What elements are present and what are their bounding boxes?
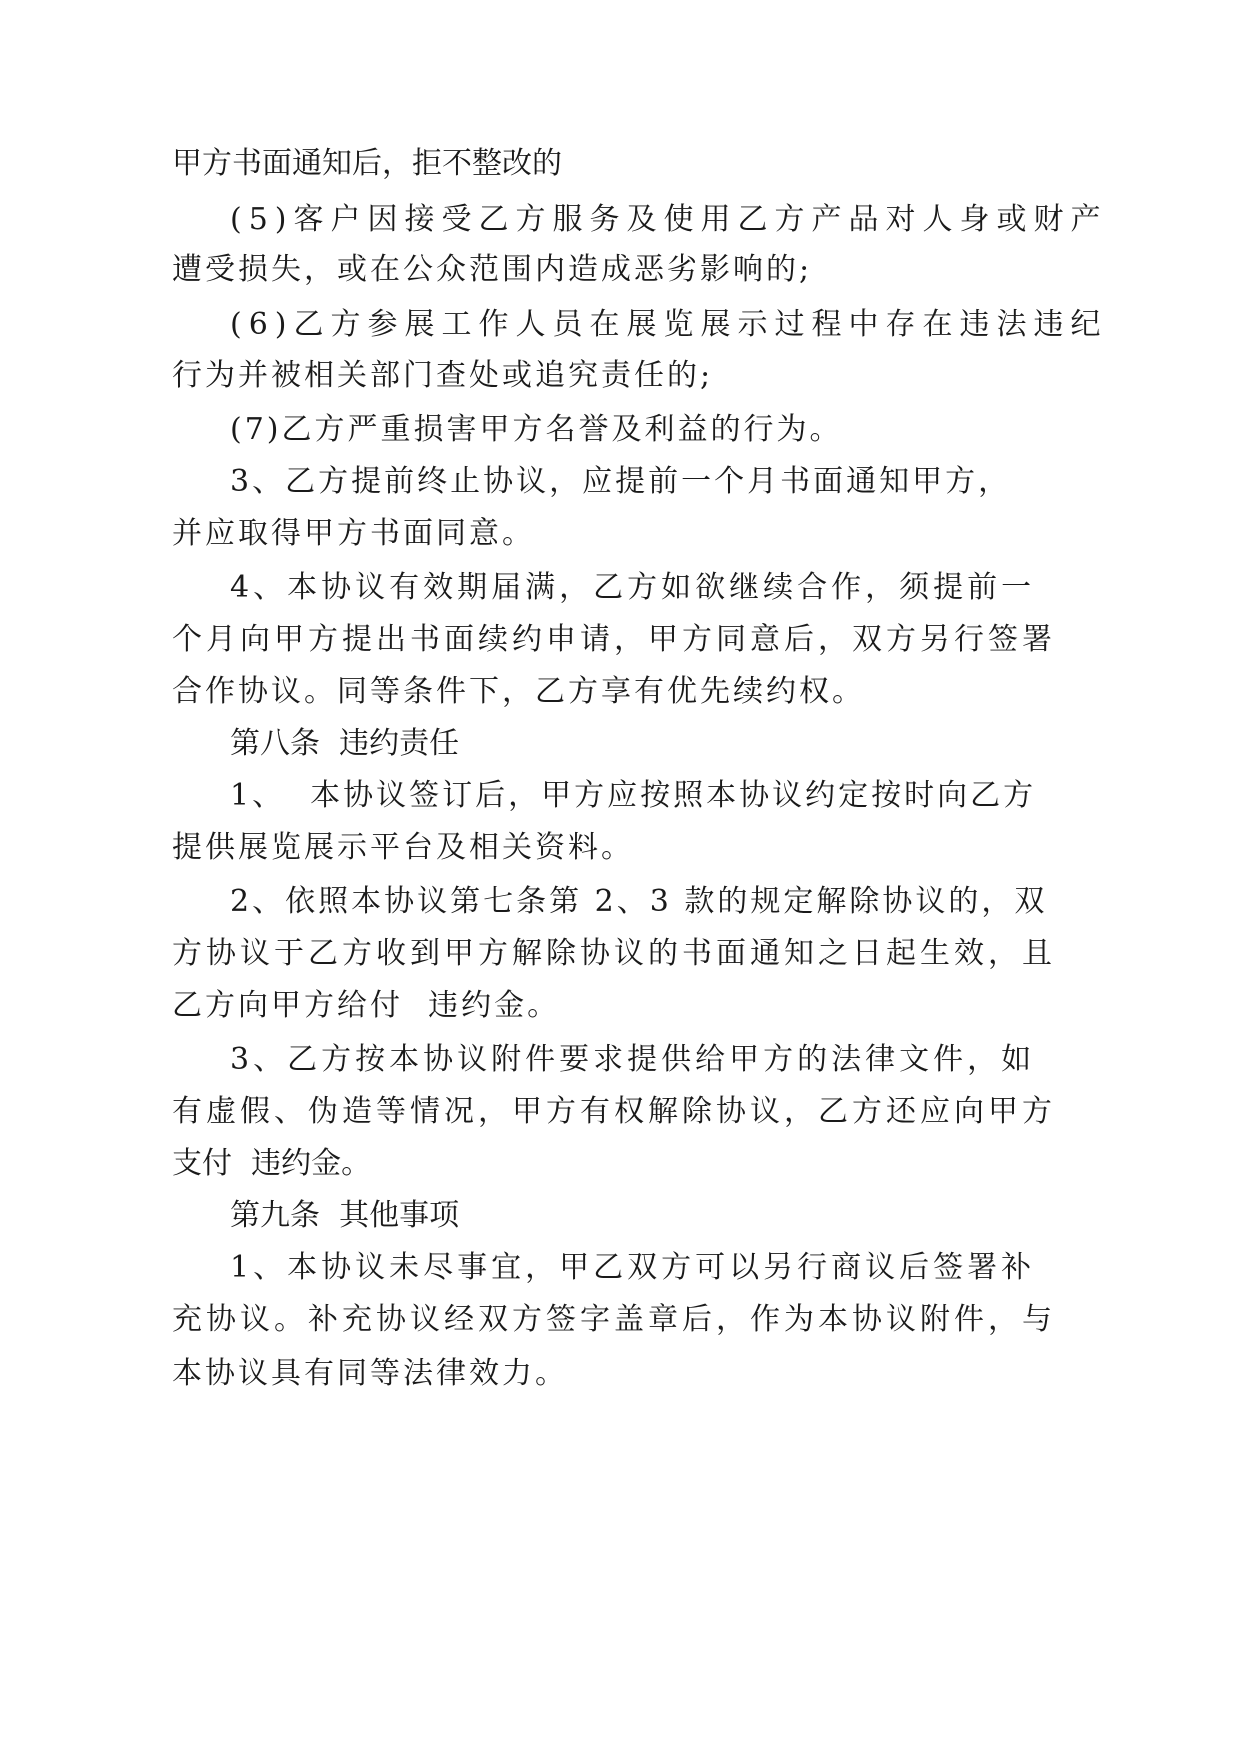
text-line: 1、 本协议签订后，甲方应按照本协议约定按时向乙方	[230, 778, 1037, 813]
text-line: 3、乙方按本协议附件要求提供给甲方的法律文件，如	[230, 1042, 1036, 1077]
text-line: (5)客户因接受乙方服务及使用乙方产品对人身或财产	[230, 202, 1108, 237]
section-heading: 合作协议。同等条件下，乙方享有优先续约权。	[172, 674, 865, 709]
text-line: 行为并被相关部门查处或追究责任的;	[172, 358, 714, 393]
text-line: 3、乙方提前终止协议，应提前一个月书面通知甲方，	[230, 464, 1012, 499]
text-line: 乙方向甲方给付 违约金。	[172, 988, 561, 1023]
text-line: 方协议于乙方收到甲方解除协议的书面通知之日起生效，且	[172, 936, 1056, 971]
text-line: (7)乙方严重损害甲方名誉及利益的行为。	[230, 412, 843, 447]
text-line: 个月向甲方提出书面续约申请，甲方同意后，双方另行签署	[172, 622, 1056, 657]
text-line: 充协议。补充协议经双方签字盖章后，作为本协议附件，与	[172, 1302, 1056, 1337]
text-line: (6)乙方参展工作人员在展览展示过程中存在违法违纪	[230, 307, 1108, 342]
text-line: 4、本协议有效期届满，乙方如欲继续合作，须提前一	[230, 570, 1036, 605]
text-line: 支付 违约金。	[172, 1146, 372, 1181]
section-heading: 第九条 其他事项	[230, 1198, 460, 1233]
text-line: 有虚假、伪造等情况，甲方有权解除协议，乙方还应向甲方	[172, 1094, 1056, 1129]
text-line: 并应取得甲方书面同意。	[172, 516, 535, 551]
text-line: 1、本协议未尽事宜，甲乙双方可以另行商议后签署补	[230, 1250, 1036, 1285]
text-line: 甲方书面通知后，拒不整改的	[172, 146, 562, 181]
text-line: 2、依照本协议第七条第 2、3 款的规定解除协议的，双	[230, 884, 1048, 919]
text-line: 提供展览展示平台及相关资料。	[172, 830, 634, 865]
text-line: 遭受损失，或在公众范围内造成恶劣影响的;	[172, 252, 813, 287]
section-heading: 第八条 违约责任	[230, 726, 460, 761]
text-line: 本协议具有同等法律效力。	[172, 1356, 568, 1391]
